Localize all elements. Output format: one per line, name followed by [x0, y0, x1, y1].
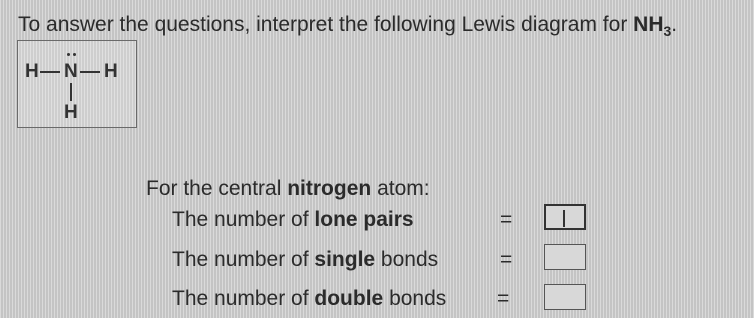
formula	[633, 13, 672, 40]
row-tail: bonds	[383, 287, 447, 310]
question-intro	[18, 13, 677, 39]
equals-sign: =	[500, 248, 513, 271]
row-tail: bonds	[375, 248, 439, 271]
intro-text: To answer the questions, interpret the following Lewis diagram for	[18, 13, 634, 36]
question-row-single-bonds	[172, 248, 513, 276]
formula-subscript: 3	[663, 23, 672, 40]
row-text: The number of	[172, 208, 315, 231]
prompt-tail: atom:	[371, 177, 430, 200]
text-cursor	[563, 210, 565, 227]
prompt-text: For the central	[146, 177, 288, 200]
lewis-bond-right	[80, 71, 100, 73]
question-row-double-bonds	[172, 287, 510, 315]
prompt-bold: nitrogen	[287, 177, 372, 200]
double-bonds-input[interactable]	[544, 284, 586, 310]
lewis-atom-right: H	[104, 61, 118, 82]
single-bonds-input[interactable]	[544, 244, 586, 270]
lewis-atom-bottom: H	[64, 102, 78, 123]
row-bold: double	[314, 287, 384, 310]
question-row-lone-pairs	[172, 208, 513, 236]
equals-sign: =	[500, 208, 513, 231]
lewis-atom-central: N	[64, 61, 78, 82]
row-text: The number of	[172, 287, 315, 310]
lewis-bond-left	[40, 71, 60, 73]
lewis-atom-left: H	[25, 61, 39, 82]
row-bold: single	[314, 248, 376, 271]
equals-sign: =	[497, 287, 510, 310]
lewis-bond-bottom	[70, 83, 72, 101]
central-atom-prompt	[146, 177, 430, 201]
lewis-diagram	[17, 40, 137, 128]
lone-pairs-input[interactable]	[544, 204, 586, 230]
lone-pair-dot	[67, 53, 70, 56]
lone-pair-dot	[73, 53, 76, 56]
row-bold: lone pairs	[314, 208, 414, 231]
row-text: The number of	[172, 248, 315, 271]
formula-main: NH	[633, 13, 664, 36]
formula-tail: .	[671, 13, 678, 36]
